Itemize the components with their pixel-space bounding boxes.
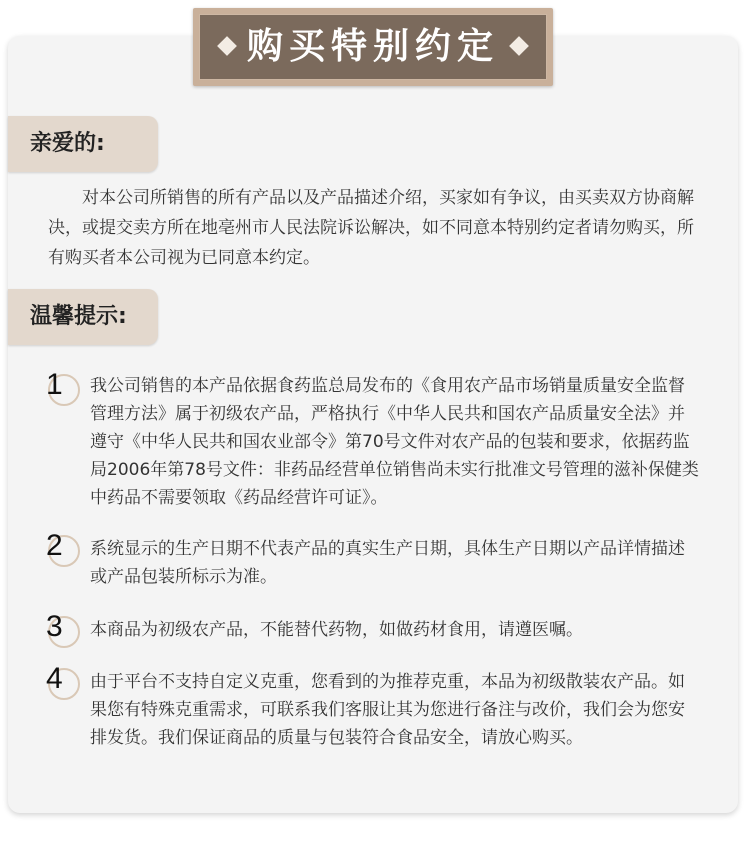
- tip-text: 我公司销售的本产品依据食药监总局发布的《食用农产品市场销量质量安全监督管理方法》属于初级农产品，严格执行《中华人民共和国农产品质量安全法》并遵守《中华人民共和国农业部令》第70号文件对农产品的包装和要求，依据药监局2006年第78号文件：非药品经营单位销售尚未实行批准文号管理的滋补保健类中药品不需要领取《药品经营许可证》。: [90, 376, 699, 508]
- tip-number-badge: 1: [44, 372, 78, 406]
- tip-text: 系统显示的生产日期不代表产品的真实生产日期，具体生产日期以产品详情描述或产品包装所标示为准。: [90, 539, 685, 587]
- section-heading-dear: 亲爱的:: [30, 131, 105, 156]
- section-heading-tips: 温馨提示:: [30, 304, 127, 329]
- section-heading-tab: [8, 116, 158, 172]
- tip-text: 由于平台不支持自定义克重，您看到的为推荐克重，本品为初级散装农产品。如果您有特殊克重需求，可联系我们客服让其为您进行备注与改价，我们会为您安排发货。我们保证商品的质量与包装符合食品安全，请放心购买。: [90, 672, 685, 748]
- title-banner-inner: [199, 14, 547, 80]
- tip-number-badge: 4: [44, 666, 78, 700]
- tip-number-badge: 3: [44, 614, 78, 648]
- tip-text: 本商品为初级农产品，不能替代药物，如做药材食用，请遵医嘱。: [90, 620, 583, 640]
- page-title: 购买特别约定: [246, 26, 499, 67]
- section-heading-tab: [8, 289, 158, 345]
- tip-number-badge: 2: [44, 533, 78, 567]
- agreement-paragraph: 对本公司所销售的所有产品以及产品描述介绍，买家如有争议，由买卖双方协商解决，或提交卖方所在地亳州市人民法院诉讼解决，如不同意本特别约定者请勿购买，所有购买者本公司视为已同意本约定。: [48, 188, 694, 268]
- title-banner: [193, 8, 553, 86]
